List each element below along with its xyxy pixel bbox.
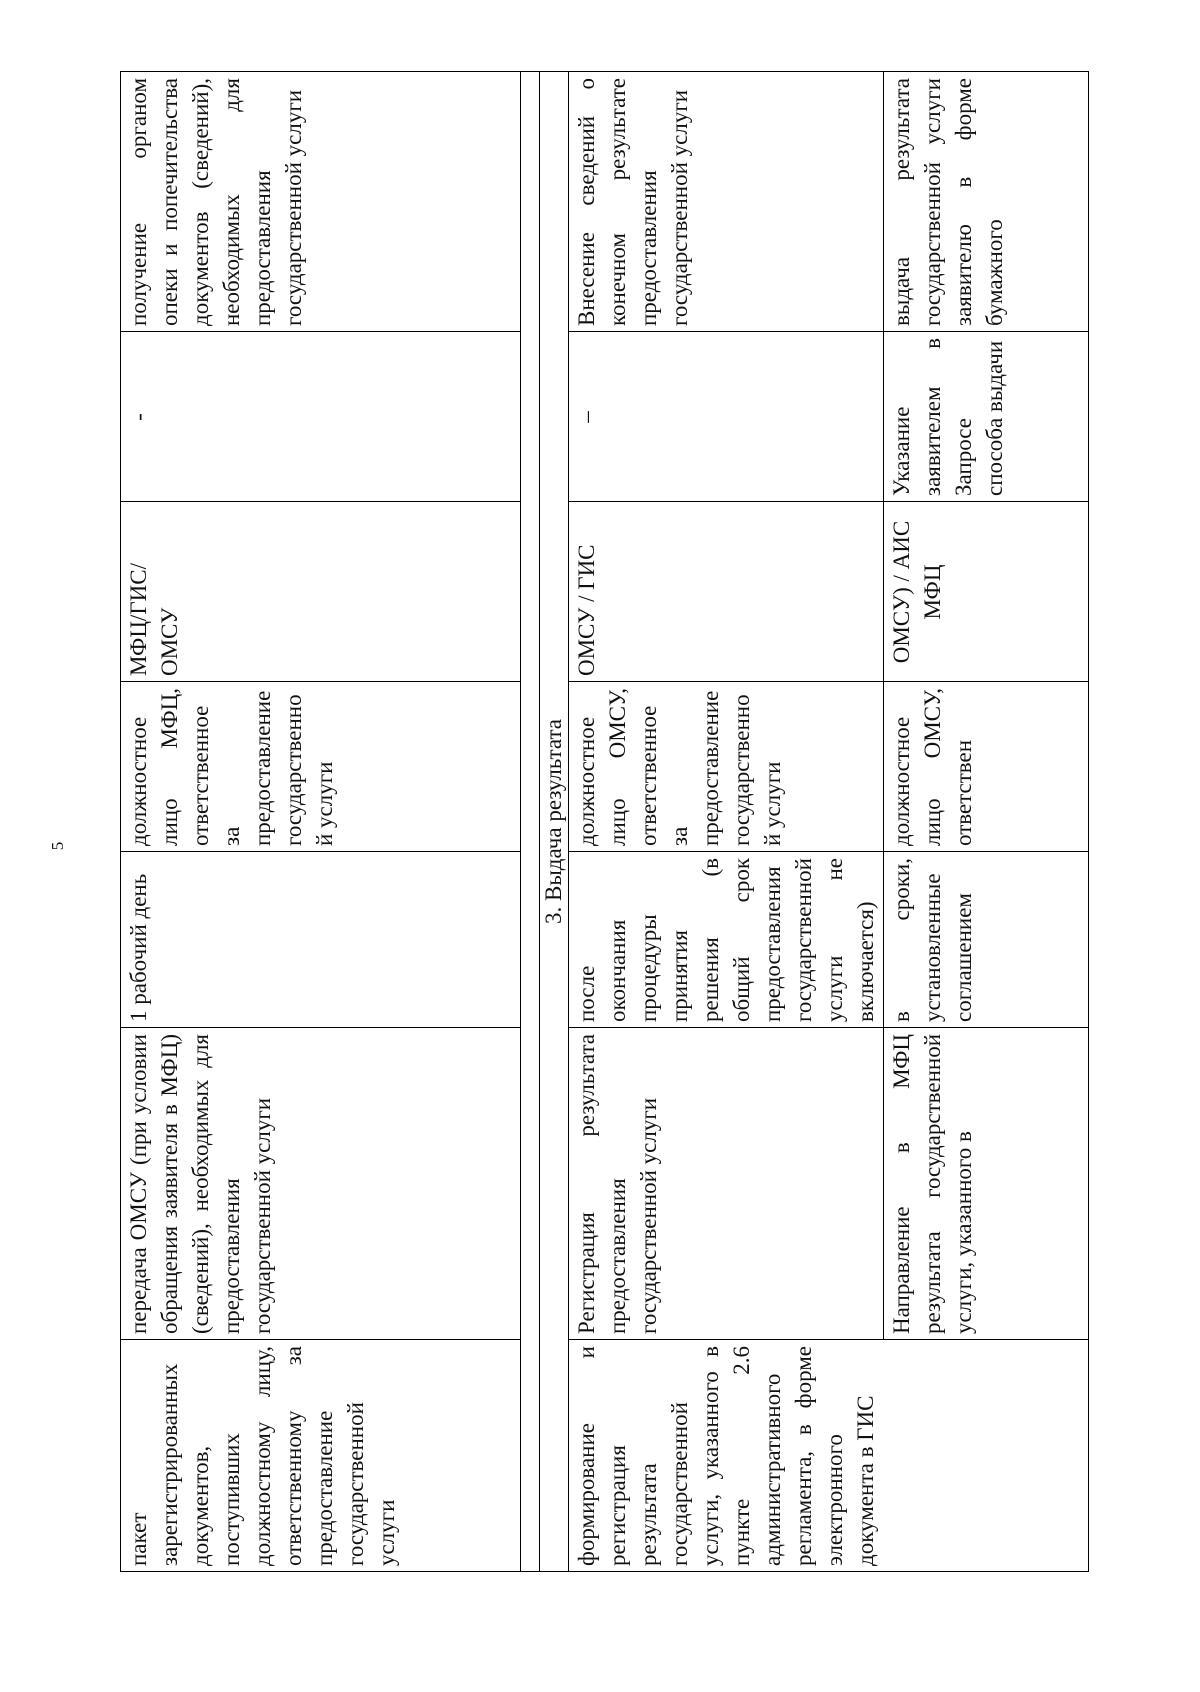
cell-responsible: должностное лицо МФЦ, ответственное за предоставление государственной услуги — [121, 682, 521, 852]
cell-responsible: должностное лицо ОМСУ, ответствен — [884, 682, 1089, 852]
cell-deadline: 1 рабочий день — [121, 852, 521, 1028]
table-row — [569, 72, 884, 1572]
table-row — [121, 72, 521, 1572]
cell-deadline: в сроки, установленные соглашением — [884, 852, 1089, 1028]
cell-result: получение органом опеки и попечительства документов (сведений), необходимых для предоставления государственной услуги — [121, 72, 521, 332]
rotated-page-content — [120, 72, 1040, 1572]
cell-responsible: должностное лицо ОМСУ, ответственное за предоставление государственной услуги — [569, 682, 884, 852]
cell-place: ОМСУ / ГИС — [569, 502, 884, 682]
page-number: 5 — [48, 841, 67, 851]
cell-place: ОМСУ) / АИС МФЦ — [884, 502, 1089, 682]
cell-action: Регистрация результата предоставления государственной услуги — [569, 1028, 884, 1340]
cell-criteria: Указание заявителем в Запросе способа выдачи — [884, 332, 1089, 502]
cell-action: Направление в МФЦ результата государственной услуги, указанного в — [884, 1028, 1089, 1340]
cell-place: МФЦ/ГИС/ ОМСУ — [121, 502, 521, 682]
section-header-row — [540, 72, 569, 1572]
cell-input: формирование и регистрация результата государственной услуги, указанного в пункте 2.6 административного регламента, в форме электронного документа в ГИС — [569, 1340, 1089, 1572]
section-title: 3. Выдача результата — [540, 72, 569, 1572]
cell-result: Внесение сведений о конечном результате предоставления государственной услуги — [569, 72, 884, 332]
cell-deadline: после окончания процедуры принятия решения (в общий срок предоставления государственной услуги не включается) — [569, 852, 884, 1028]
table-spacer-row — [521, 72, 540, 1572]
cell-input: пакет зарегистрированных документов, поступивших должностному лицу, ответственному за предоставление государственной услуги — [121, 1340, 521, 1572]
cell-criteria: - — [121, 332, 521, 502]
cell-action: передача ОМСУ (при условии обращения заявителя в МФЦ) (сведений), необходимых для предоставления государственной услуги — [121, 1028, 521, 1340]
cell-criteria: – — [569, 332, 884, 502]
cell-result: выдача результата государственной услуги заявителю в форме бумажного — [884, 72, 1089, 332]
spacer-cell — [521, 72, 540, 1572]
procedure-table — [120, 71, 1089, 1572]
